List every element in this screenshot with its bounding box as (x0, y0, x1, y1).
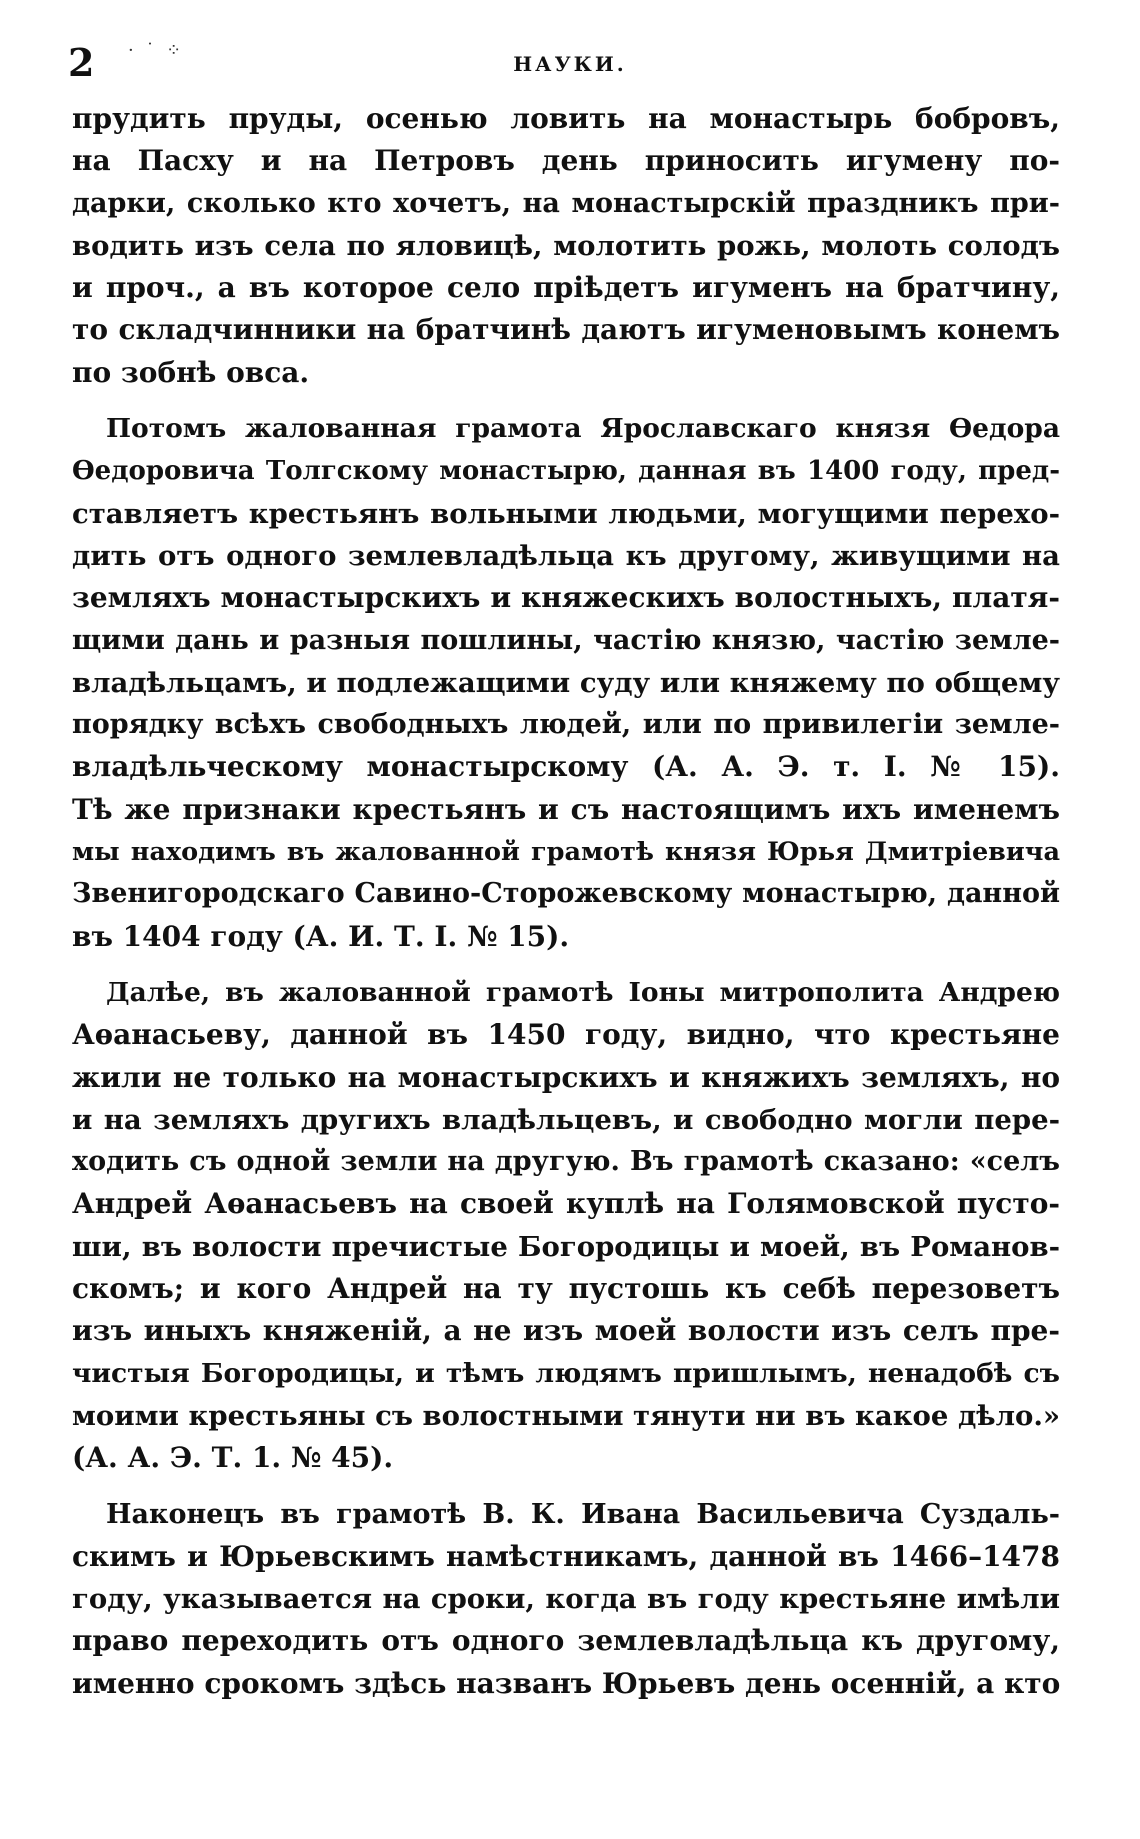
text-line: ши, въ волости пречистые Богородицы и моей, въ Романов- (72, 1230, 1060, 1263)
text-line: щими дань и разныя пошлины, частію князю, частію земле- (72, 624, 1060, 656)
text-line: именно срокомъ здѣсь названъ Юрьевъ день осенній, а кто (72, 1666, 1061, 1700)
running-header: НАУКИ. (513, 52, 627, 76)
text-line: жили не только на монастырскихъ и княжихъ земляхъ, но (72, 1060, 1060, 1094)
text-line: скимъ и Юрьевскимъ намѣстникамъ, данной въ 1466–1478 (72, 1539, 1060, 1573)
text-line: дарки, сколько кто хочетъ, на монастырскій праздникъ при- (72, 187, 1060, 219)
paragraph-1 (72, 98, 1060, 394)
text-line: владѣльческому монастырскому (А. А. Э. т. I. № 15). (72, 750, 1060, 784)
text-line: владѣльцамъ, и подлежащими суду или княжему по общему (72, 666, 1060, 699)
text-line: Звенигородскаго Савино-Сторожевскому монастырю, данной (72, 878, 1060, 910)
text-line: порядку всѣхъ свободныхъ людей, или по привилегіи земле- (72, 709, 1060, 741)
text-line: Аѳанасьеву, данной въ 1450 году, видно, что крестьяне (72, 1018, 1060, 1052)
text-line: земляхъ монастырскихъ и княжескихъ волостныхъ, платя- (72, 581, 1060, 615)
text-line: водить изъ села по яловицѣ, молотить рожь, молоть солодъ (72, 229, 1060, 262)
paragraph-2 (72, 408, 1060, 958)
text-line: скомъ; и кого Андрей на ту пустошь къ себѣ перезоветъ (72, 1272, 1060, 1306)
text-line: Ѳедоровича Толгскому монастырю, данная въ 1400 году, пред- (72, 456, 1060, 487)
text-line: Потомъ жалованная грамота Ярославскаго князя Ѳедора (106, 413, 1060, 445)
text-line: на Пасху и на Петровъ день приносить игумену по- (72, 144, 1060, 178)
page-number: 2 (68, 40, 95, 85)
text-line: право переходить отъ одного землевладѣльца къ другому, (72, 1624, 1060, 1658)
text-line: Далѣе, въ жалованной грамотѣ Іоны митрополита Андрею (106, 976, 1060, 1008)
paragraph-4 (72, 1494, 1060, 1705)
text-line: и на земляхъ другихъ владѣльцевъ, и свободно могли пере- (72, 1103, 1060, 1136)
text-line: чистыя Богородицы, и тѣмъ людямъ пришлымъ, ненадобѣ съ (72, 1357, 1060, 1389)
text-line: моими крестьяны съ волостными тянути ни въ какое дѣло.» (72, 1399, 1061, 1432)
text-line: изъ иныхъ княженій, а не изъ моей волости изъ селъ пре- (72, 1314, 1060, 1348)
text-line: году, указывается на сроки, когда въ году крестьяне имѣли (72, 1583, 1060, 1616)
text-line: и проч., а въ которое село пріѣдетъ игуменъ на братчину, (72, 271, 1060, 305)
text-line: въ 1404 году (А. И. Т. I. № 15). (72, 919, 570, 953)
text-line: дить отъ одного землевладѣльца къ другому, живущими на (72, 539, 1060, 572)
text-line: (А. А. Э. Т. 1. № 45). (72, 1441, 394, 1475)
text-line: Наконецъ въ грамотѣ В. К. Ивана Васильевича Суздаль- (106, 1498, 1060, 1530)
text-line: ставляетъ крестьянъ вольными людьми, могущими перехо- (72, 497, 1060, 530)
text-line: Андрей Аѳанасьевъ на своей куплѣ на Голямовской пусто- (72, 1187, 1060, 1221)
body-text (72, 98, 1060, 1705)
text-line: по зобнѣ овса. (72, 355, 310, 389)
text-line: Тѣ же признаки крестьянъ и съ настоящимъ ихъ именемъ (72, 792, 1060, 826)
text-line: мы находимъ въ жалованной грамотѣ князя Юрья Дмитріевича (72, 837, 1060, 868)
paragraph-3 (72, 972, 1060, 1480)
ink-smudge: · ˙ ⁘ (128, 40, 185, 61)
text-line: прудить пруды, осенью ловить на монастырь бобровъ, (72, 102, 1060, 135)
text-line: то складчинники на братчинѣ даютъ игуменовымъ конемъ (72, 313, 1060, 347)
text-line: ходить съ одной земли на другую. Въ грамотѣ сказано: «селъ (72, 1146, 1060, 1178)
